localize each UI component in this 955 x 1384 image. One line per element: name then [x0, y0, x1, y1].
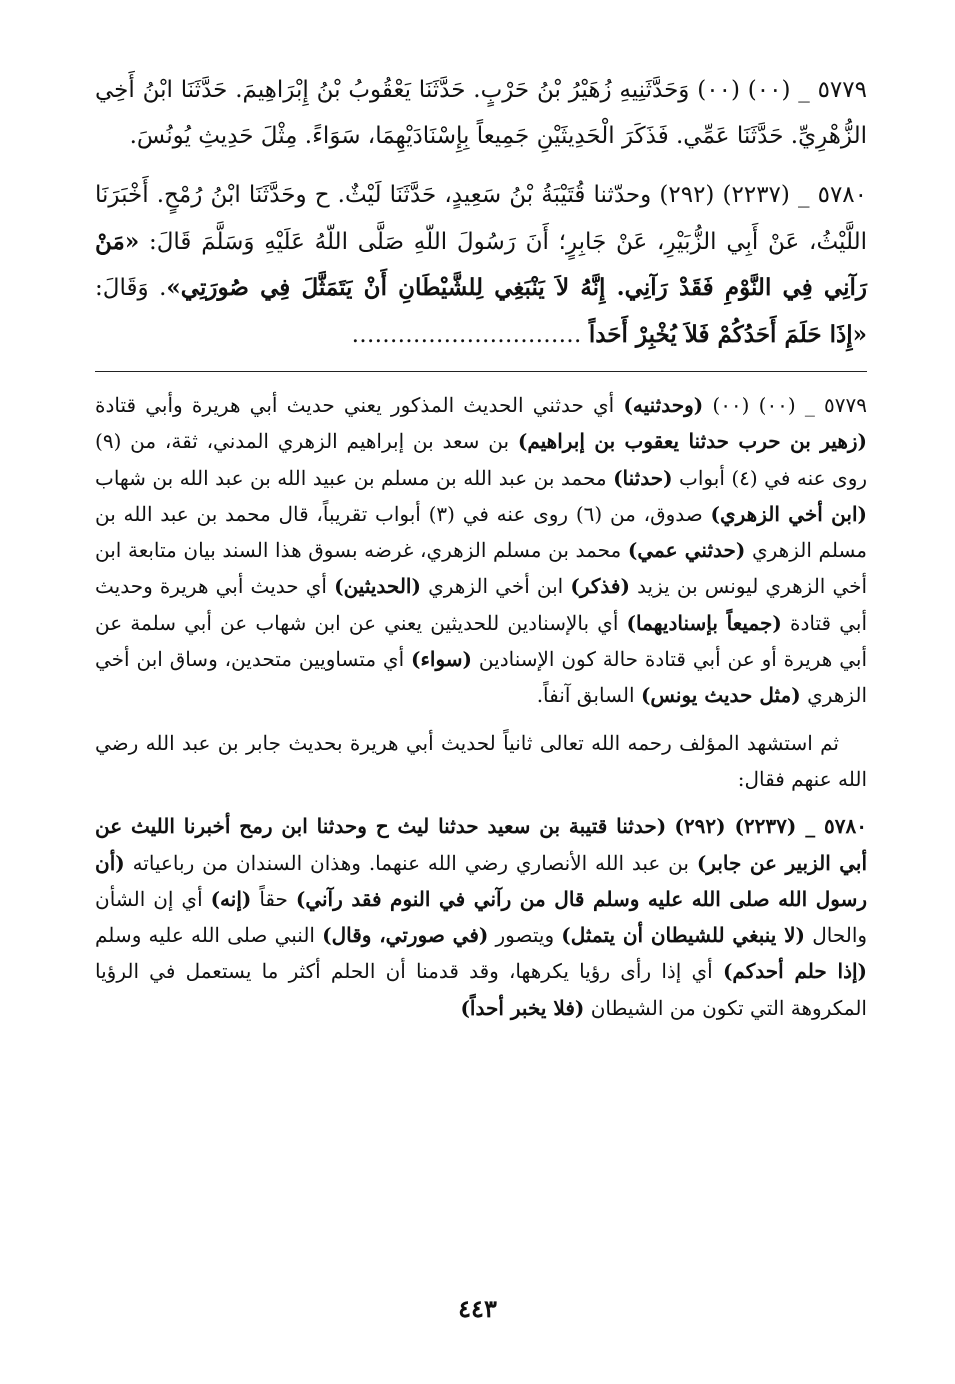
footnote-divider	[95, 371, 867, 372]
commentary-text: أي متساويين متحدين، وساق ابن أخي الزهري	[95, 647, 867, 708]
commentary-5779	[95, 387, 867, 714]
quoted-text: (الحديثين)	[334, 574, 421, 599]
quoted-text: (لا ينبغي للشيطان أن يتمثل)	[561, 923, 806, 948]
quoted-text: (حدثنا قتيبة بن سعيد حدثنا ليث ح وحدثنا ابن رمح أخبرنا الليث عن أبي الزبير عن جابر)	[95, 814, 868, 875]
quoted-text: (فذكر)	[570, 574, 630, 599]
page-body	[95, 68, 867, 1026]
hadith-matn: «مَنْ رَآنِي فِي النَّوْمِ فَقَدْ رَآنِي. إِنَّهُ لاَ يَنْبَغِي لِلشَّيْطَانِ أَنْ يَتَمَثَّلَ فِي صُورَتِي»	[95, 227, 867, 301]
quoted-text: (جميعاً بإسناديهما)	[626, 610, 782, 635]
hadith-number: ٥٧٧٩ _ (٠٠) (٠٠)	[697, 77, 867, 103]
quoted-text: (في صورتي، وقال)	[322, 923, 489, 948]
hadith-number: ٥٧٨٠ _ (٢٢٣٧) (٢٩٢)	[659, 182, 868, 208]
hadith-5779	[95, 68, 867, 159]
commentary-text: بن سعد بن إبراهيم الزهري المدني، ثقة، من (٩) روى عنه في (٤) أبواب	[95, 429, 868, 490]
continuation-dots: …………………………	[351, 321, 582, 348]
quoted-text: (فلا يخبر أحداً)	[460, 995, 585, 1020]
hadith-5780	[95, 173, 867, 358]
quoted-text: (إنه)	[210, 886, 252, 911]
commentary-text: ابن أخي الزهري	[428, 574, 564, 599]
commentary-text: صدوق، من (٦) روى عنه في (٣) أبواب تقريباً، قال محمد بن عبد الله بن مسلم الزهري	[95, 501, 868, 563]
commentary-text: أي حدثني الحديث المذكور يعني حديث أبي هريرة وأبي قتادة	[95, 393, 615, 417]
hadith-text: وحدّثنا قُتَيْبَةُ بْنُ سَعِيدٍ، حَدَّثَنَا لَيْثٌ. ح وحَدَّثَنَا ابْنُ رُمْحٍ. أَخْبَرَنَا اللَّيْثُ، عَنْ أَبِي الزُّبَيْرِ، عَنْ جَابِرٍ؛ أَنَ رَسُولَ اللّهِ صَلَّى اللّهُ عَلَيْهِ وَسَلَّمَ قَالَ:	[95, 182, 867, 255]
quoted-text: (وحدثنيه)	[623, 393, 704, 417]
quoted-text: (أن رسول الله صلى الله عليه وسلم قال من رآني في النوم فقد رآني)	[95, 850, 868, 911]
commentary-text: محمد بن عبد الله بن مسلم بن عبيد الله بن عبد الله بن شهاب	[95, 465, 607, 490]
quoted-text: (ابن أخي الزهري)	[710, 501, 867, 526]
commentary-text: السابق آنفاً.	[536, 683, 635, 708]
commentary-number: ٥٧٧٩ _ (٠٠) (٠٠)	[712, 393, 868, 417]
commentary-number: ٥٧٨٠ _ (٢٢٣٧) (٢٩٢)	[674, 814, 868, 839]
page-number: ٤٤٣	[458, 1294, 497, 1323]
commentary-text: حقاً	[259, 886, 288, 911]
quoted-text: (زهير بن حرب حدثنا يعقوب بن إبراهيم)	[517, 429, 867, 454]
hadith-text: . وَقَالَ:	[95, 275, 167, 301]
commentary-text: بن عبد الله الأنصاري رضي الله عنهما. وهذان السندان من رباعياته	[132, 850, 689, 875]
commentary-text: ثم استشهد المؤلف رحمه الله تعالى ثانياً لحديث أبي هريرة بحديث جابر بن عبد الله رضي الله عنهم فقال:	[95, 730, 867, 791]
commentary-text: أي حديث أبي هريرة وحديث أبي قتادة	[95, 574, 867, 635]
quoted-text: (حدثني عمي)	[627, 538, 746, 563]
commentary-text: أي بالإسنادين للحديثين يعني عن ابن شهاب عن أبي سلمة عن أبي هريرة أو عن أبي قتادة حالة كون الإسنادين	[95, 610, 868, 672]
commentary-text: النبي صلى الله عليه وسلم	[95, 923, 315, 948]
commentary-text: أي إن الشأن والحال	[95, 886, 868, 948]
hadith-text: وَحَدَّثَنِيهِ زُهَيْرُ بْنُ حَرْبٍ. حَدَّثَنَا يَعْقُوبُ بْنُ إِبْرَاهِيمَ. حَدَّثَنَا ابْنُ أَخِي الزُّهْرِيِّ. حَدَّثَنَا عَمِّي. فَذَكَرَ الْحَدِيثَيْنِ جَمِيعاً بِإِسْنَادَيْهِمَا، سَوَاءً. مِثْلَ حَدِيثِ يُونُسَ.	[95, 77, 867, 149]
quoted-text: (سواء)	[411, 647, 473, 672]
quoted-text: (حدثنا)	[613, 465, 673, 490]
commentary-text: ويتصور	[495, 923, 555, 948]
hadith-matn: «إِذَا حَلَمَ أَحَدُكُمْ فَلاَ يُخْبِرْ أَحَداً	[588, 320, 867, 348]
commentary-text: أي إذا رأى رؤيا يكرهها، وقد قدمنا أن الحلم أكثر ما يستعمل في الرؤيا المكروهة التي تكون من الشيطان	[95, 959, 867, 1020]
commentary-5780	[95, 808, 867, 1026]
commentary-transition	[95, 725, 867, 798]
commentary-text: محمد بن مسلم الزهري، غرضه بسوق هذا السند بيان متابعة ابن أخي الزهري ليونس بن يزيد	[95, 538, 868, 599]
quoted-text: (مثل حديث يونس)	[640, 683, 801, 708]
quoted-text: (إذا حلم أحدكم)	[722, 959, 868, 984]
